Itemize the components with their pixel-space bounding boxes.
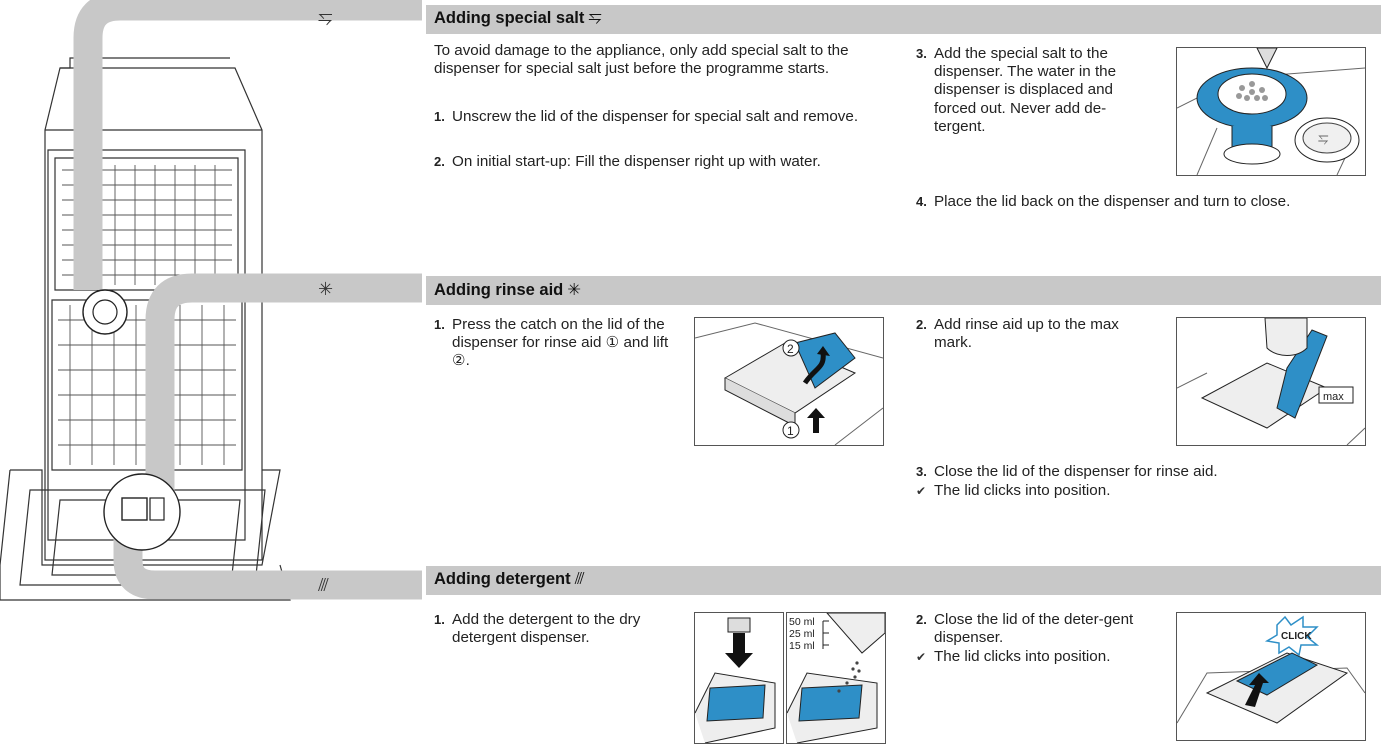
detergent-figure-powder bbox=[786, 612, 886, 744]
rinse-result: ✔ The lid clicks into position. bbox=[916, 482, 1111, 499]
detergent-step-1: 1. Add the detergent to the dry detergent dispenser. bbox=[434, 611, 641, 647]
label-click: CLICK bbox=[1281, 631, 1312, 642]
detergent-figure-tab bbox=[694, 612, 784, 744]
detergent-section-header bbox=[0, 566, 1381, 595]
rinse-title-icon: ✳ bbox=[567, 281, 582, 299]
label-two: 2 bbox=[787, 342, 794, 356]
rinse-step-3: 3. Close the lid of the dispenser for rinse aid. bbox=[916, 463, 1218, 480]
check-icon: ✔ bbox=[916, 650, 927, 664]
rinse-figure-fill bbox=[1176, 317, 1366, 446]
rinse-title: Adding rinse aid bbox=[434, 281, 564, 299]
rinse-aid-icon: ✳ bbox=[318, 279, 334, 299]
dishwasher-illustration bbox=[0, 0, 422, 620]
salt-step-3: 3. Add the special salt to the dispenser. The water in the dispenser is displaced and forced out. Never add de-tergent. bbox=[916, 45, 1117, 135]
label-15ml: 15 ml bbox=[789, 640, 815, 652]
check-icon: ✔ bbox=[916, 484, 927, 498]
label-25ml: 25 ml bbox=[789, 628, 815, 640]
label-max: max bbox=[1323, 391, 1344, 403]
detergent-title: Adding detergent bbox=[434, 570, 571, 588]
detergent-figure-close bbox=[1176, 612, 1366, 741]
salt-figure bbox=[1176, 47, 1366, 176]
rinse-section-header bbox=[0, 276, 1381, 305]
salt-step-4: 4. Place the lid back on the dispenser and turn to close. bbox=[916, 193, 1291, 210]
detergent-result: ✔ The lid clicks into position. bbox=[916, 648, 1111, 665]
rinse-figure-open bbox=[694, 317, 884, 446]
salt-icon: ⥧ bbox=[318, 8, 333, 28]
salt-title: Adding special salt bbox=[434, 9, 585, 27]
salt-section-header bbox=[0, 5, 1381, 34]
salt-intro: To avoid damage to the appliance, only add special salt to the dispenser for special salt just before the programme starts. bbox=[434, 42, 849, 78]
detergent-step-2: 2. Close the lid of the deter-gent dispenser. bbox=[916, 611, 1134, 647]
svg-text:⥧: ⥧ bbox=[1318, 132, 1329, 147]
detergent-icon: ⫻ bbox=[318, 575, 329, 595]
rinse-step-2: 2. Add rinse aid up to the max mark. bbox=[916, 316, 1119, 352]
detergent-title-icon: ⫻ bbox=[574, 570, 585, 588]
label-one: 1 bbox=[787, 424, 794, 438]
rinse-step-1: 1. Press the catch on the lid of the dispenser for rinse aid ① and lift ②. bbox=[434, 316, 669, 370]
salt-step-2: 2. On initial start-up: Fill the dispenser right up with water. bbox=[434, 153, 821, 170]
label-50ml: 50 ml bbox=[789, 616, 815, 628]
salt-title-icon: ⥧ bbox=[588, 9, 602, 27]
salt-step-1: 1. Unscrew the lid of the dispenser for special salt and remove. bbox=[434, 108, 859, 125]
